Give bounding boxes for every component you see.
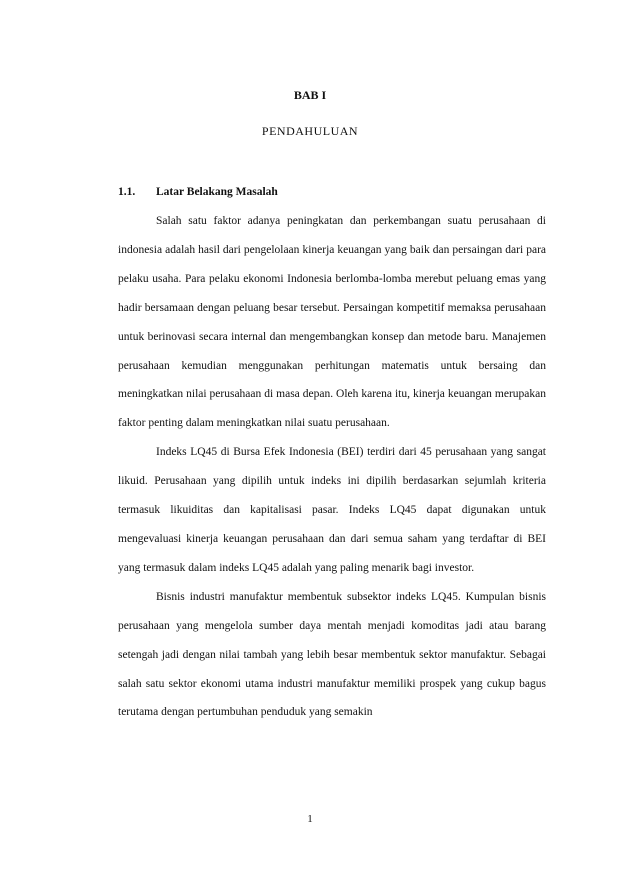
section-title: Latar Belakang Masalah	[156, 186, 278, 198]
page-number: 1	[307, 813, 313, 825]
paragraph: Bisnis industri manufaktur membentuk subsektor indeks LQ45. Kumpulan bisnis perusahaan yang mengelola sumber daya mentah menjadi komoditas jadi atau barang setengah jadi dengan nilai tambah yang lebih besar membentuk sektor manufaktur. Sebagai salah satu sektor ekonomi utama industri manufaktur memiliki prospek yang cukup bagus terutama dengan pertumbuhan penduduk yang semakin	[118, 590, 546, 719]
paragraph: Salah satu faktor adanya peningkatan dan perkembangan suatu perusahaan di indonesia adalah hasil dari pengelolaan kinerja keuangan yang baik dan persaingan dari para pelaku usaha. Para pelaku ekonomi Indonesia berlomba-lomba merebut peluang emas yang hadir bersamaan dengan peluang besar tersebut. Persaingan kompetitif memaksa perusahaan untuk berinovasi secara internal dan mengembangkan konsep dan metode baru. Manajemen perusahaan kemudian menggunakan perhitungan matematis untuk bersaing dan meningkatkan nilai perusahaan di masa depan. Oleh karena itu, kinerja keuangan merupakan faktor penting dalam meningkatkan nilai suatu perusahaan.	[118, 215, 546, 430]
body-text	[118, 207, 546, 727]
section-heading	[118, 186, 278, 198]
section-number: 1.1.	[118, 186, 136, 198]
chapter-label: BAB I	[293, 88, 327, 102]
chapter-title: PENDAHULUAN	[261, 124, 359, 138]
paragraph: Indeks LQ45 di Bursa Efek Indonesia (BEI) terdiri dari 45 perusahaan yang sangat likuid. Perusahaan yang dipilih untuk indeks ini dipilih berdasarkan sejumlah kriteria termasuk likuiditas dan kapitalisasi pasar. Indeks LQ45 dapat digunakan untuk mengevaluasi kinerja keuangan perusahaan dan dari semua saham yang terdaftar di BEI yang termasuk dalam indeks LQ45 adalah yang paling menarik bagi investor.	[118, 446, 546, 574]
